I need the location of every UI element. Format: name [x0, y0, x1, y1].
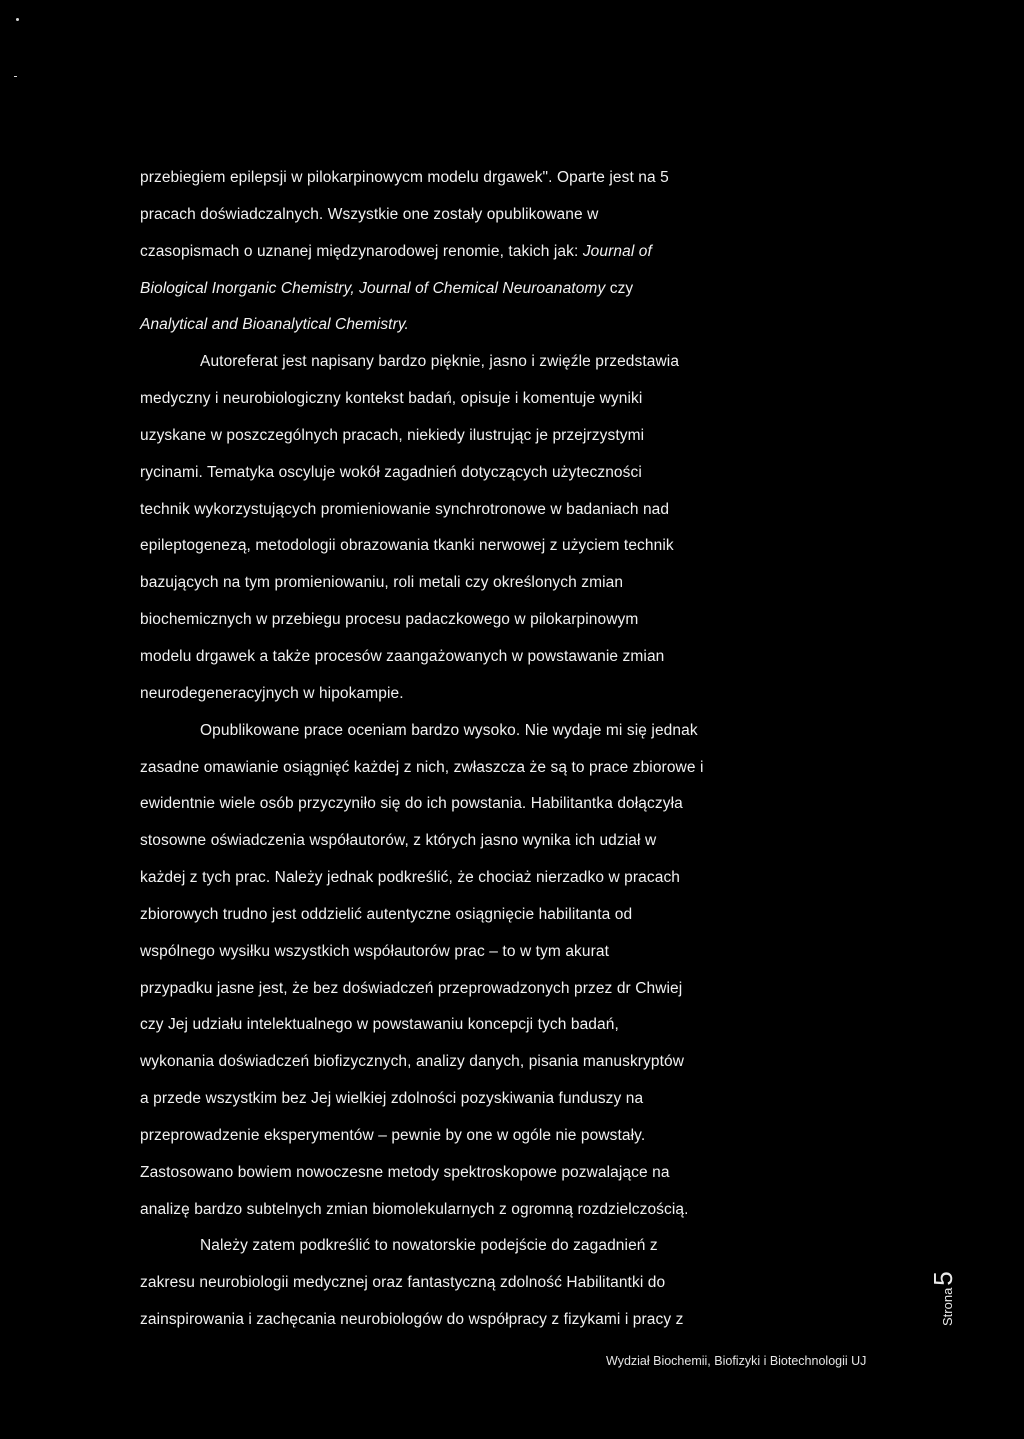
text-segment: czy: [609, 279, 634, 297]
text-line: zakresu neurobiologii medycznej oraz fantastyczną zdolność Habilitantki do: [140, 1274, 666, 1292]
page-number-stamp: [928, 1240, 968, 1330]
text-segment: czasopismach o uznanej międzynarodowej renomie, takich jak:: [140, 242, 579, 260]
text-line: [140, 307, 790, 344]
paragraph-start-line: Opublikowane prace oceniam bardzo wysoko. Nie wydaje mi się jednak: [200, 721, 698, 739]
text-line: uzyskane w poszczególnych pracach, niekiedy ilustrując je przejrzystymi: [140, 426, 645, 444]
text-line: technik wykorzystujących promieniowanie synchrotronowe w badaniach nad: [140, 500, 670, 518]
page-label: Strona: [940, 1287, 955, 1326]
journal-titles: Biological Inorganic Chemistry, Journal of Chemical Neuroanatomy: [140, 279, 606, 297]
text-line: bazujących na tym promieniowaniu, roli metali czy określonych zmian: [140, 574, 624, 592]
text-line: Zastosowano bowiem nowoczesne metody spektroskopowe pozwalające na: [140, 1163, 670, 1181]
text-line: ewidentnie wiele osób przyczyniło się do ich powstania. Habilitantka dołączyła: [140, 795, 683, 813]
footer-institution: Wydział Biochemii, Biofizyki i Biotechnologii UJ: [606, 1354, 867, 1368]
text-line: przeprowadzenie eksperymentów – pewnie by one w ogóle nie powstały.: [140, 1126, 646, 1144]
text-line: epileptogenezą, metodologii obrazowania tkanki nerwowej z użyciem technik: [140, 537, 674, 555]
text-line: każdej z tych prac. Należy jednak podkreślić, że chociaż nierzadko w pracach: [140, 869, 681, 887]
page-number: 5: [928, 1271, 958, 1286]
text-line: rycinami. Tematyka oscyluje wokół zagadnień dotyczących użyteczności: [140, 463, 642, 481]
scan-speck: [16, 18, 19, 21]
text-line: analizę bardzo subtelnych zmian biomolekularnych z ogromną rozdzielczością.: [140, 1200, 689, 1218]
review-body-text: [140, 160, 790, 1339]
paragraph-start-line: Należy zatem podkreślić to nowatorskie podejście do zagadnień z: [200, 1237, 658, 1255]
text-line: medyczny i neurobiologiczny kontekst badań, opisuje i komentuje wyniki: [140, 390, 643, 408]
journal-title: Journal of: [582, 242, 652, 260]
text-line: modelu drgawek a także procesów zaangażowanych w powstawanie zmian: [140, 647, 665, 665]
text-line: wspólnego wysiłku wszystkich współautorów prac – to w tym akurat: [140, 942, 609, 960]
text-line: czy Jej udziału intelektualnego w powstawaniu koncepcji tych badań,: [140, 1016, 619, 1034]
text-line: pracach doświadczalnych. Wszystkie one zostały opublikowane w: [140, 205, 599, 223]
text-line: wykonania doświadczeń biofizycznych, analizy danych, pisania manuskryptów: [140, 1053, 685, 1071]
text-line: zainspirowania i zachęcania neurobiologów do współpracy z fizykami i pracy z: [140, 1311, 684, 1329]
text-line: [140, 234, 790, 271]
text-line: zbiorowych trudno jest oddzielić autentyczne osiągnięcie habilitanta od: [140, 905, 633, 923]
scan-mark: [14, 76, 17, 77]
text-line: zasadne omawianie osiągnięć każdej z nich, zwłaszcza że są to prace zbiorowe i: [140, 758, 704, 776]
journal-title: Analytical and Bioanalytical Chemistry.: [140, 316, 409, 334]
text-line: [140, 271, 790, 308]
paragraph-start-line: Autoreferat jest napisany bardzo pięknie, jasno i zwięźle przedstawia: [200, 353, 680, 371]
text-line: biochemicznych w przebiegu procesu padaczkowego w pilokarpinowym: [140, 611, 639, 629]
text-line: neurodegeneracyjnych w hipokampie.: [140, 684, 404, 702]
text-line: a przede wszystkim bez Jej wielkiej zdolności pozyskiwania funduszy na: [140, 1090, 644, 1108]
text-line: stosowne oświadczenia współautorów, z których jasno wynika ich udział w: [140, 832, 657, 850]
text-line: przypadku jasne jest, że bez doświadczeń przeprowadzonych przez dr Chwiej: [140, 979, 683, 997]
text-line: przebiegiem epilepsji w pilokarpinowycm modelu drgawek". Oparte jest na 5: [140, 169, 669, 186]
